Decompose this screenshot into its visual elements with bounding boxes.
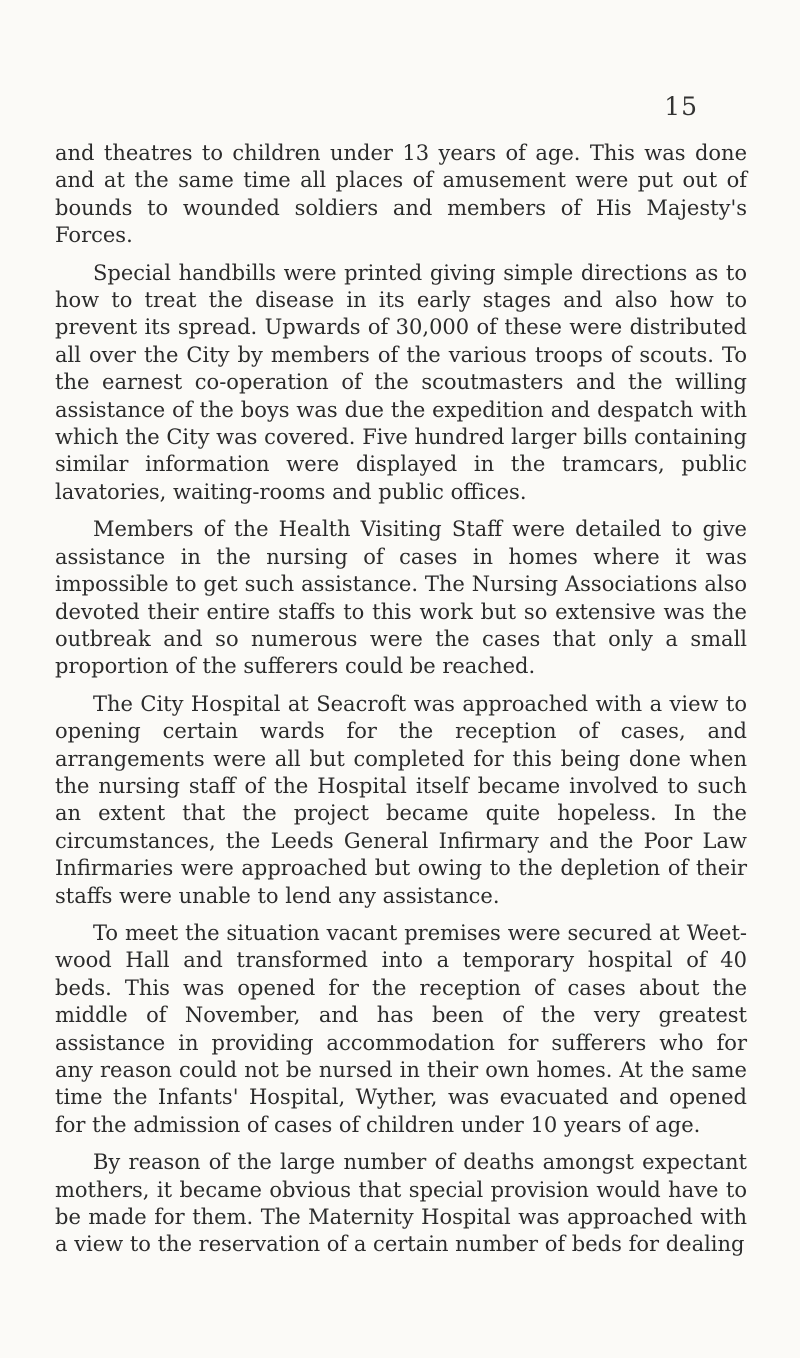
paragraph-health-visiting-staff: Members of the Health Visiting Staff were detailed to give assistance in the nursing of cases in homes where it was impossible to get such assistance. The Nursing Associations also devoted their entire staffs to this work but so extensive was the outbreak and so numerous were the cases that only a small proportion of the sufferers could be reached.	[55, 517, 747, 679]
page-number: 15	[664, 92, 698, 121]
paragraph-handbills: Special handbills were printed giving simple directions as to how to treat the disease in its early stages and also how to prevent its spread. Upwards of 30,000 of these were distributed all over the City by members of the various troops of scouts. To the earnest co-operation of the scoutmasters and the willing assistance of the boys was due the expedition and despatch with which the City was covered. Five hundred larger bills containing similar information were displayed in the tramcars, public lavatories, waiting-rooms and public offices.	[55, 260, 747, 504]
body-text	[55, 140, 747, 1269]
paragraph-continuation: and theatres to children under 13 years of age. This was done and at the same time all places of amusement were put out of bounds to wounded soldiers and members of His Majesty's Forces.	[55, 141, 747, 248]
paragraph-maternity: By reason of the large number of deaths amongst expectant mothers, it became obvious that special provision would have to be made for them. The Maternity Hospital was approached with a view to the reservation of a certain number of beds for dealing	[55, 1150, 747, 1257]
paragraph-weetwood-hall: To meet the situation vacant premises were secured at Weet-wood Hall and transformed into a temporary hospital of 40 beds. This was opened for the reception of cases about the middle of November, and has been of the very greatest assistance in providing accommodation for sufferers who for any reason could not be nursed in their own homes. At the same time the Infants' Hospital, Wyther, was evacuated and opened for the admission of cases of children under 10 years of age.	[55, 920, 747, 1137]
paragraph-city-hospital: The City Hospital at Seacroft was approached with a view to opening certain wards for the reception of cases, and arrangements were all but completed for this being done when the nursing staff of the Hospital itself became involved to such an extent that the project became quite hopeless. In the circumstances, the Leeds General Infirmary and the Poor Law Infirmaries were approached but owing to the depletion of their staffs were unable to lend any assistance.	[55, 691, 747, 908]
